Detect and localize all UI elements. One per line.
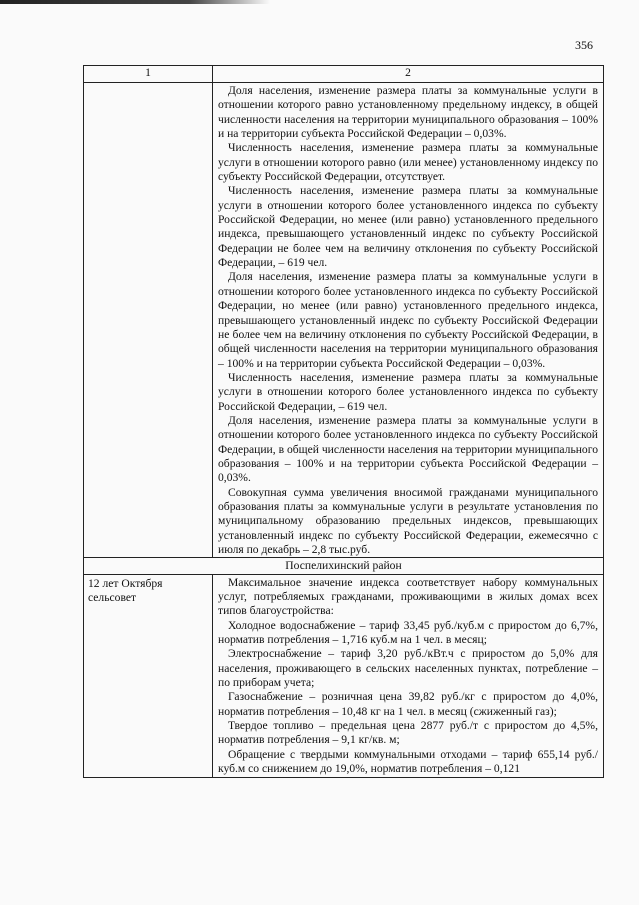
table-header-row [84,66,604,83]
settlement-name: 12 лет Октября сельсовет [84,574,213,777]
table-row [84,83,604,558]
empty-cell [84,83,213,558]
region-title: Поспелихинский район [84,558,604,574]
paragraph: Максимальное значение индекса соответствует набору коммунальных услуг, потребляемых гражданами, проживающими в жилых домах всех типов благоустройства: [218,575,598,618]
paragraph: Доля населения, изменение размера платы за коммунальные услуги в отношении которого более установленного индекса по субъекту Российской Федерации, но менее (или равно) установленного предельного индекса, превышающего установленный индекс по субъекту Российской Федерации не более чем на величину отклонения по субъекту Российской Федерации, в общей численности населения на территории муниципального образования – 100% и на территории субъекта Российской Федерации – 0,03%. [218,270,598,370]
table-row [84,574,604,777]
scan-edge-mark [0,0,270,4]
paragraph: Совокупная сумма увеличения вносимой гражданами муниципального образования платы за коммунальные услуги в результате установления по муниципальному образованию предельных индексов, превышающих установленный индекс по субъекту Российской Федерации, ежемесячно с июля по декабрь – 2,8 тыс.руб. [218,485,598,556]
tariffs-cell [213,574,604,777]
page-number: 356 [575,38,593,52]
paragraph: Электроснабжение – тариф 3,20 руб./кВт.ч с приростом до 5,0% для населения, проживающего в сельских населенных пунктах, потребление – по приборам учета; [218,647,598,690]
paragraph: Численность населения, изменение размера платы за коммунальные услуги в отношении которого более установленного индекса по субъекту Российской Федерации, – 619 чел. [218,370,598,413]
region-row [84,558,604,574]
paragraph: Твердое топливо – предельная цена 2877 руб./т с приростом до 4,5%, норматив потребления – 9,1 кг/кв. м; [218,719,598,747]
paragraph: Газоснабжение – розничная цена 39,82 руб./кг с приростом до 4,0%, норматив потребления – 10,48 кг на 1 чел. в месяц (сжиженный газ); [218,690,598,718]
paragraph: Обращение с твердыми коммунальными отходами – тариф 655,14 руб./куб.м со снижением до 19,0%, норматив потребления – 0,121 [218,747,598,776]
paragraph: Доля населения, изменение размера платы за коммунальные услуги в отношении которого равно установленному предельному индексу, в общей численности населения на территории муниципального образования – 100% и на территории субъекта Российской Федерации – 0,03%. [218,84,598,141]
header-col-2: 2 [213,66,604,83]
document-table [83,65,604,778]
paragraph: Холодное водоснабжение – тариф 33,45 руб./куб.м с приростом до 6,7%, норматив потребления – 1,716 куб.м на 1 чел. в месяц; [218,618,598,647]
header-col-1: 1 [84,66,213,83]
paragraph: Численность населения, изменение размера платы за коммунальные услуги в отношении которого более установленного индекса по субъекту Российской Федерации, но менее (или равно) установленного предельного индекса, превышающего установленный индекс по субъекту Российской Федерации не более чем на величину отклонения по субъекту Российской Федерации, – 619 чел. [218,184,598,270]
indicators-cell [213,83,604,558]
paragraph: Численность населения, изменение размера платы за коммунальные услуги в отношении которого равно (или менее) установленному индексу по субъекту Российской Федерации, отсутствует. [218,141,598,184]
paragraph: Доля населения, изменение размера платы за коммунальные услуги в отношении которого более установленного индекса по субъекту Российской Федерации, в общей численности населения на территории муниципального образования – 100% и на территории субъекта Российской Федерации – 0,03%. [218,413,598,485]
